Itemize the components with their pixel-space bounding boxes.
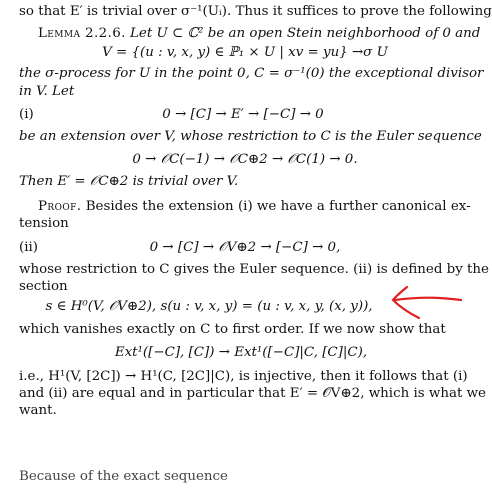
intro-line: so that E′ is trivial over σ⁻¹(Uᵢ). Thus it suffices to prove the following	[19, 4, 492, 19]
ext-equation: Ext¹([−C], [C]) → Ext¹([−C]|C, [C]|C),	[114, 345, 368, 360]
lemma-text-1: Let U ⊂ ℂ² be an open Stein neighborhood of 0 and	[125, 26, 481, 41]
proof-line-1	[38, 199, 471, 215]
lemma-line-2: the σ-process for U in the point 0, C = σ⁻¹(0) the exceptional divisor	[19, 66, 484, 81]
proof-text-1: Besides the extension (i) we have a further canonical ex-	[81, 199, 471, 214]
cut-off-text: Because of the exact sequence	[19, 469, 228, 484]
proof-line-3: whose restriction to C gives the Euler sequence. (ii) is defined by the	[19, 262, 489, 277]
proof-line-2: tension	[19, 216, 69, 231]
proof-line-4: section	[19, 279, 68, 294]
proof-line-6: i.e., H¹(V, [2C]) → H¹(C, [2C]|C), is injective, then it follows that (i)	[19, 369, 468, 384]
red-arrow-annotation-icon	[385, 278, 465, 323]
equation-ii: 0 → [C] → 𝒪V⊕2 → [−C] → 0,	[149, 240, 341, 255]
lemma-line-3: in V. Let	[19, 84, 75, 99]
equation-number-ii: (ii)	[19, 240, 39, 255]
lemma-equation: V = {(u : v, x, y) ∈ ℙ₁ × U | xv = yu} →σ U	[102, 45, 388, 60]
proof-line-5: which vanishes exactly on C to first order. If we now show that	[19, 322, 446, 337]
proof-line-7: and (ii) are equal and in particular that E′ = 𝒪V⊕2, which is what we	[19, 386, 486, 401]
equation-i: 0 → [C] → E′ → [−C] → 0	[162, 107, 324, 122]
lemma-line-1	[38, 26, 480, 42]
cut-off-line	[19, 469, 449, 484]
euler-sequence-equation: 0 → 𝒪C(−1) → 𝒪C⊕2 → 𝒪C(1) → 0.	[132, 152, 358, 167]
lemma-line-4: be an extension over V, whose restriction to C is the Euler sequence	[19, 129, 482, 144]
lemma-line-5: Then E′ = 𝒪C⊕2 is trivial over V.	[19, 174, 239, 189]
proof-line-8: want.	[19, 403, 57, 418]
equation-number-i: (i)	[19, 107, 34, 122]
section-equation: s ∈ H⁰(V, 𝒪V⊕2), s(u : v, x, y) = (u : v, x, y, (x, y)),	[45, 299, 373, 314]
proof-label: Proof.	[38, 199, 82, 214]
lemma-label: Lemma 2.2.6.	[38, 26, 126, 41]
